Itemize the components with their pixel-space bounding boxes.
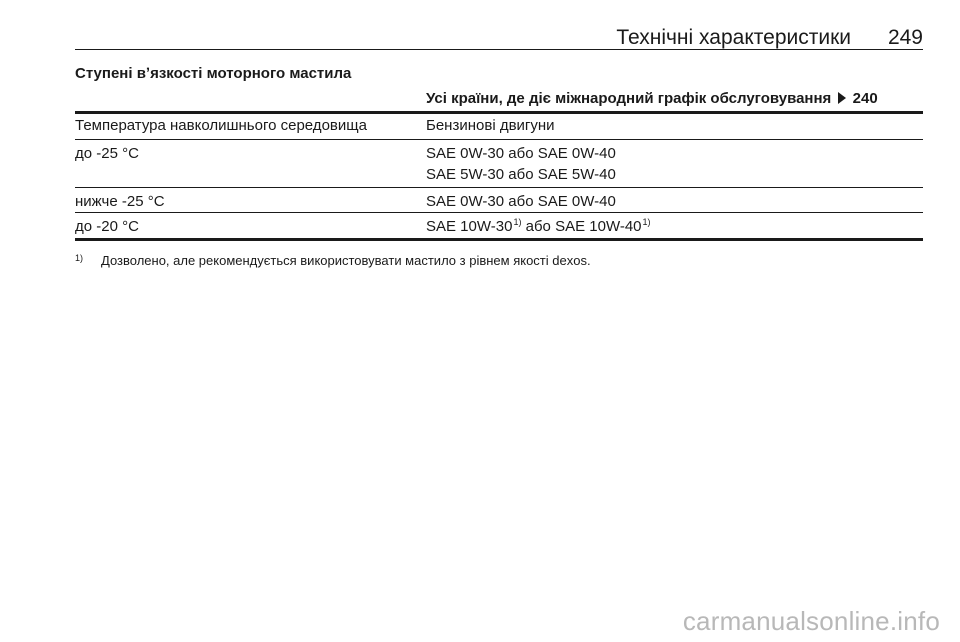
chapter-title: Технічні характеристики (616, 26, 851, 49)
table-caption (426, 89, 878, 109)
row-3-oil-a: SAE 10W-30 (426, 218, 513, 235)
table-row-divider (75, 212, 923, 213)
table-top-rule (75, 111, 923, 114)
row-1-temperature: до -25 °C (75, 145, 139, 162)
column-header-temperature: Температура навколишнього середовища (75, 117, 367, 134)
table-row-divider (75, 187, 923, 188)
row-3-oil (426, 217, 651, 237)
row-3-oil-b: SAE 10W-40 (555, 218, 642, 235)
page-number: 249 (887, 26, 923, 49)
triangle-right-icon (838, 92, 846, 104)
column-header-engine: Бензинові двигуни (426, 117, 555, 134)
row-1-oil-1: SAE 0W-30 або SAE 0W-40 (426, 145, 616, 162)
table-header-rule (75, 139, 923, 140)
watermark: carmanualsonline.info (682, 606, 940, 636)
page-header (75, 26, 923, 50)
footnote-ref[interactable]: 1) (513, 217, 522, 227)
row-1-oil-2: SAE 5W-30 або SAE 5W-40 (426, 166, 616, 183)
row-3-separator: або (521, 218, 556, 235)
caption-page-ref[interactable]: 240 (852, 90, 878, 107)
table-bottom-rule (75, 238, 923, 241)
row-2-temperature: нижче -25 °C (75, 193, 165, 210)
footnote-mark: 1) (75, 253, 84, 263)
row-3-temperature: до -20 °C (75, 218, 139, 235)
header-divider (75, 49, 923, 50)
footnote-ref[interactable]: 1) (642, 217, 651, 227)
row-2-oil-1: SAE 0W-30 або SAE 0W-40 (426, 193, 616, 210)
table-caption-text: Усі країни, де діє міжнародний графік обслуговування (426, 90, 832, 107)
manual-page (75, 0, 923, 642)
section-title: Ступені вʼязкості моторного мастила (75, 65, 352, 82)
footnote-text: Дозволено, але рекомендується використовувати мастило з рівнем якості dexos. (101, 253, 591, 268)
